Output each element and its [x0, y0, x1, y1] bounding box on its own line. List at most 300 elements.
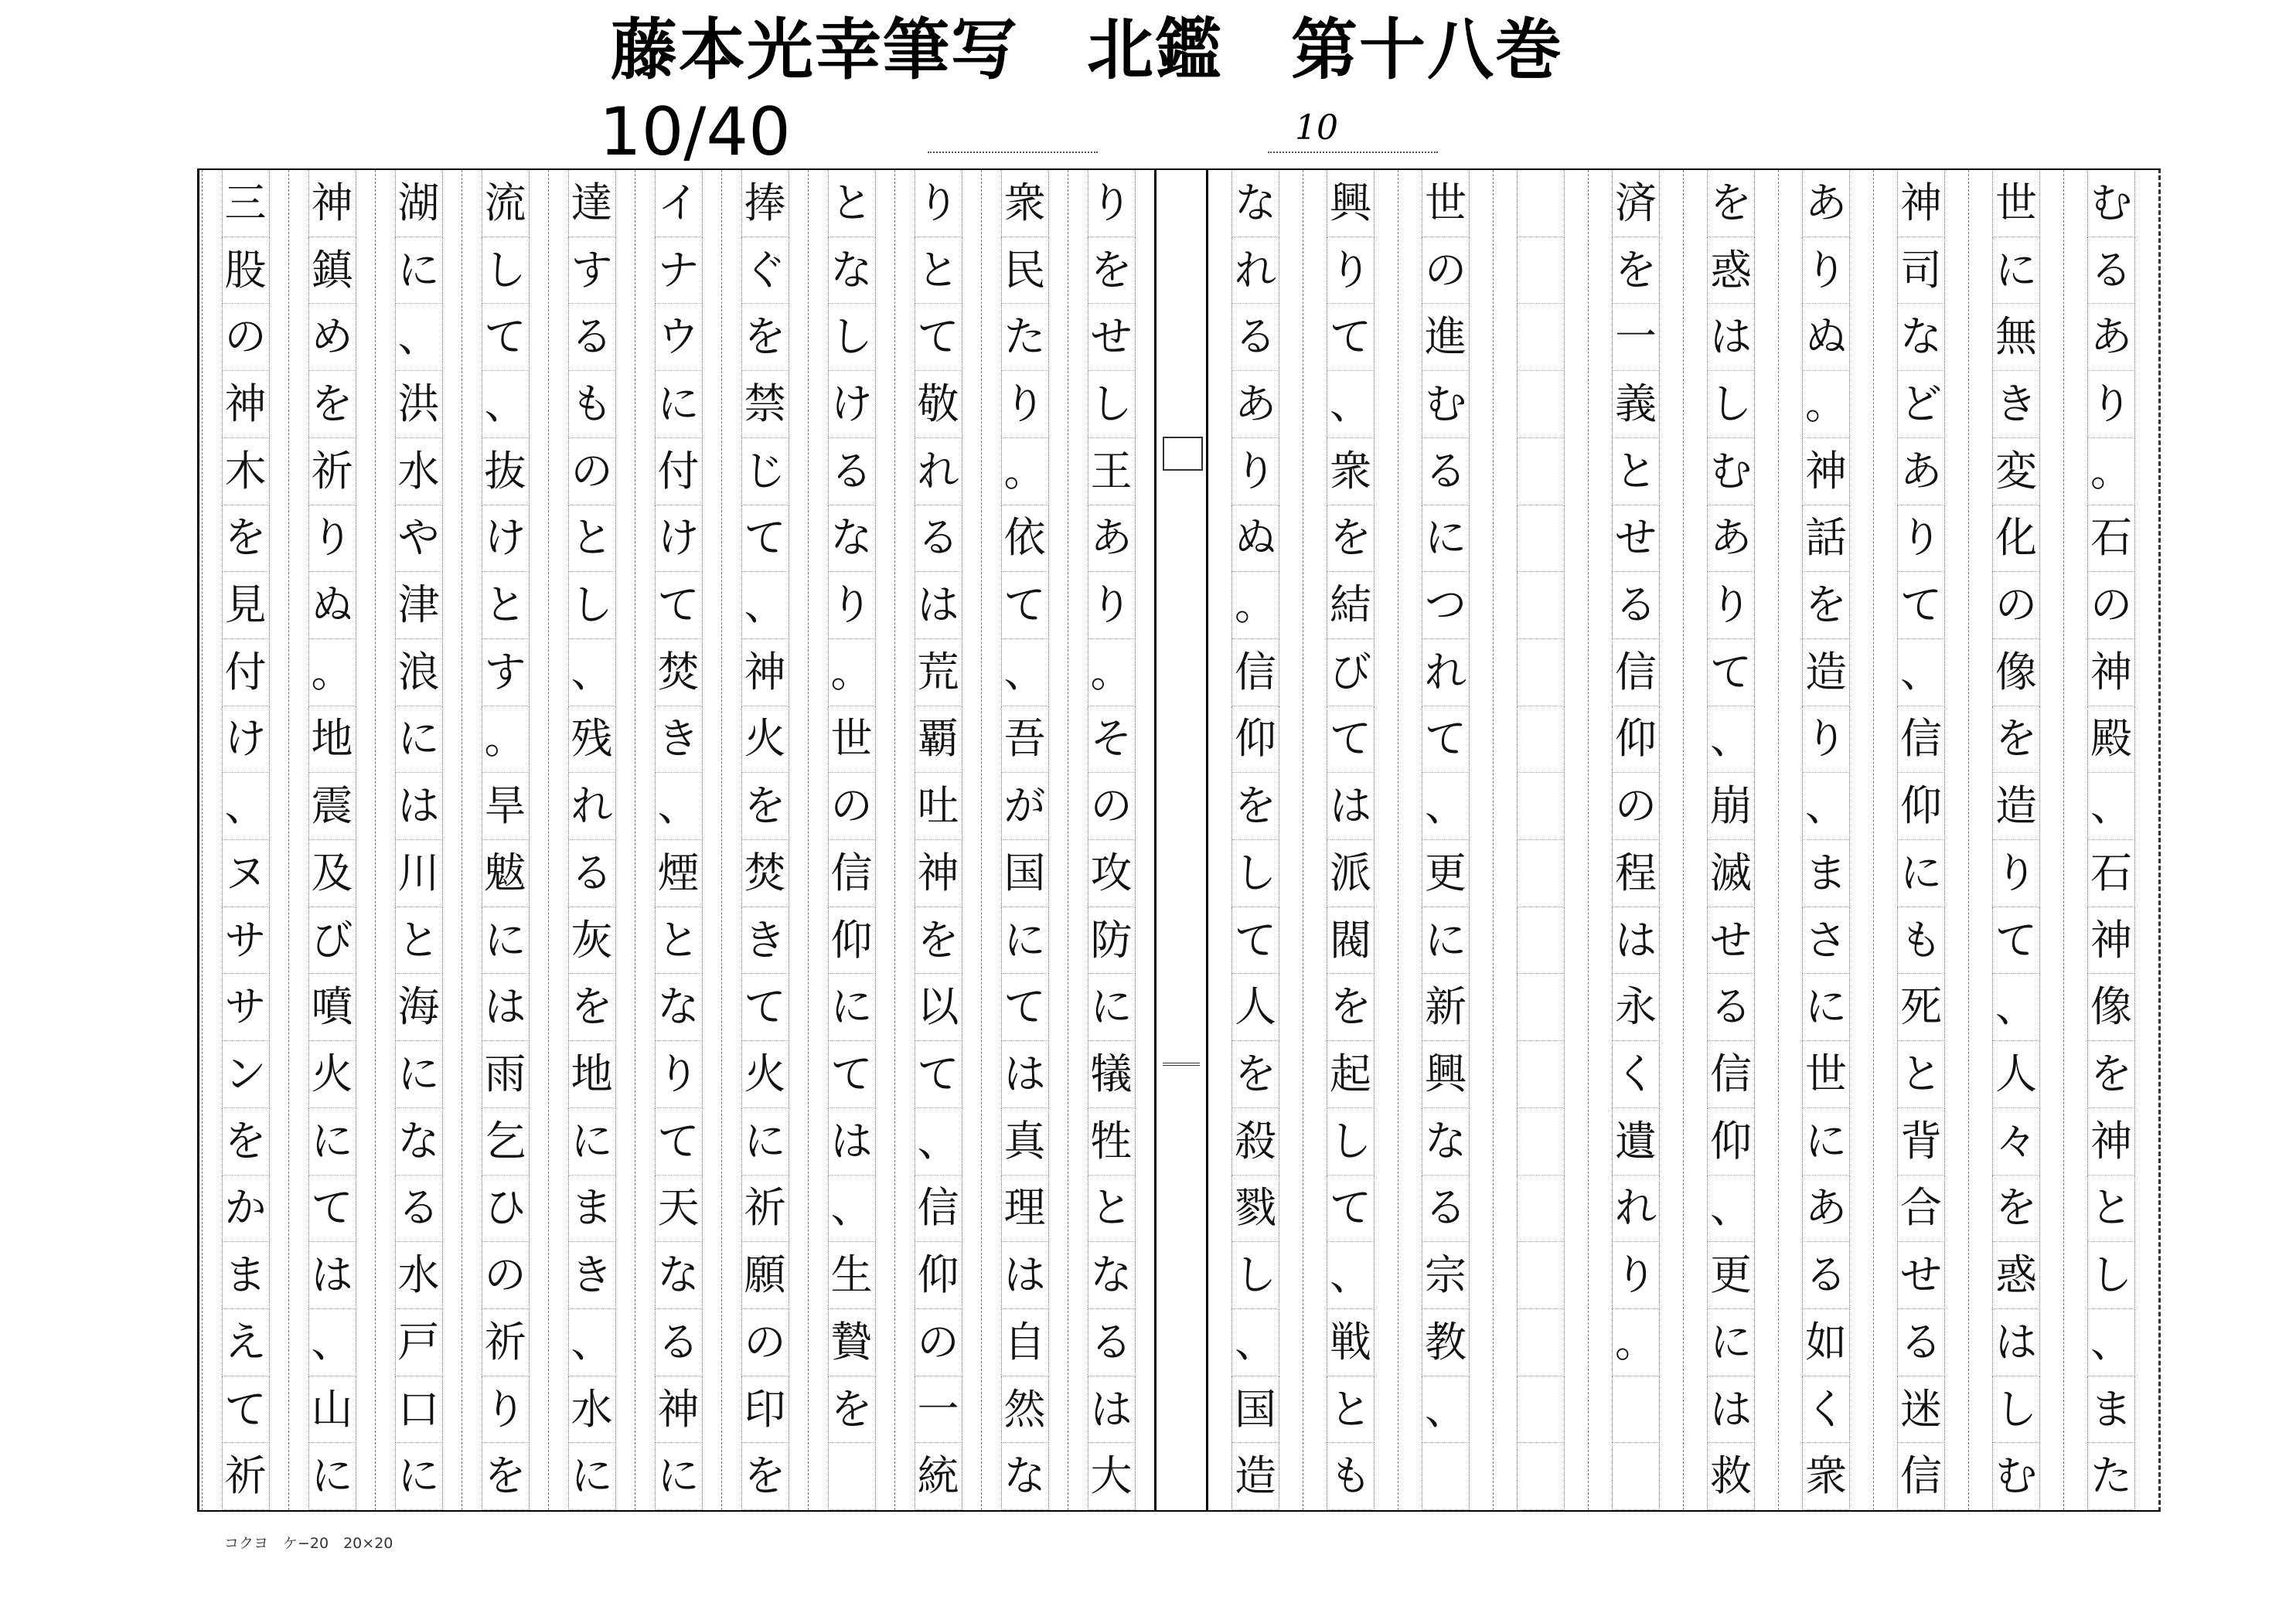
manuscript-cell: ぬ: [308, 572, 356, 639]
center-gutter: [1154, 170, 1208, 1510]
manuscript-cell: [1517, 304, 1565, 371]
manuscript-cell: れ: [1612, 1176, 1660, 1243]
manuscript-column: [1873, 170, 1968, 1510]
manuscript-cell: 済: [1612, 170, 1660, 237]
manuscript-cell: 信: [915, 1176, 962, 1243]
manuscript-cell: あ: [1707, 505, 1755, 573]
document-title: 藤本光幸筆写 北鑑 第十八巻: [611, 12, 1563, 89]
manuscript-cell: り: [2087, 371, 2135, 438]
manuscript-cell: に: [655, 371, 703, 438]
manuscript-cell: 牲: [1088, 1108, 1136, 1176]
manuscript-column: [1068, 170, 1154, 1510]
manuscript-cell: 迷: [1897, 1376, 1945, 1444]
manuscript-cell: 救: [1707, 1443, 1755, 1510]
manuscript-cell: に: [1422, 505, 1470, 573]
manuscript-cell: 神: [2087, 907, 2135, 975]
manuscript-cell: び: [1327, 639, 1375, 706]
manuscript-cell: 地: [568, 1041, 616, 1108]
manuscript-cell: 世: [1802, 1041, 1850, 1108]
manuscript-cell: り: [1802, 237, 1850, 305]
manuscript-cell: 大: [1088, 1443, 1136, 1510]
manuscript-cell: 木: [222, 438, 270, 505]
manuscript-cell: 興: [1327, 170, 1375, 237]
manuscript-cell: 滅: [1707, 840, 1755, 907]
manuscript-cell: か: [222, 1176, 270, 1243]
manuscript-cell: 犠: [1088, 1041, 1136, 1108]
manuscript-cell: び: [308, 907, 356, 975]
manuscript-cell: な: [828, 505, 876, 573]
manuscript-cell: な: [1088, 1242, 1136, 1309]
manuscript-column: [981, 170, 1068, 1510]
manuscript-cell: せ: [1612, 505, 1660, 573]
manuscript-cell: る: [568, 840, 616, 907]
manuscript-cell: も: [568, 371, 616, 438]
manuscript-cell: 宗: [1422, 1242, 1470, 1309]
manuscript-cell: 股: [222, 237, 270, 305]
manuscript-cell: 、: [482, 371, 530, 438]
manuscript-cell: が: [1001, 773, 1049, 840]
manuscript-cell: を: [1231, 1041, 1279, 1108]
manuscript-cell: 震: [308, 773, 356, 840]
manuscript-cell: に: [655, 1443, 703, 1510]
manuscript-cell: に: [1001, 907, 1049, 975]
manuscript-cell: 焚: [741, 840, 789, 907]
manuscript-cell: に: [1992, 237, 2040, 305]
manuscript-cell: 抜: [482, 438, 530, 505]
manuscript-cell: 焚: [655, 639, 703, 706]
manuscript-column: [1493, 170, 1588, 1510]
manuscript-cell: [1517, 1443, 1565, 1510]
manuscript-cell: 、: [828, 1176, 876, 1243]
manuscript-cell: 達: [568, 170, 616, 237]
manuscript-cell: 王: [1088, 438, 1136, 505]
manuscript-cell: し: [1231, 840, 1279, 907]
manuscript-cell: 、: [741, 572, 789, 639]
manuscript-cell: あ: [1897, 438, 1945, 505]
manuscript-cell: に: [1802, 974, 1850, 1041]
manuscript-cell: て: [655, 1108, 703, 1176]
manuscript-cell: を: [2087, 1041, 2135, 1108]
manuscript-cell: に: [395, 706, 443, 774]
sheet-left-half: [199, 170, 1154, 1510]
manuscript-cell: 教: [1422, 1309, 1470, 1376]
manuscript-cell: 世: [1992, 170, 2040, 237]
manuscript-cell: サ: [222, 907, 270, 975]
manuscript-cell: は: [308, 1242, 356, 1309]
manuscript-cell: 火: [741, 1041, 789, 1108]
manuscript-cell: 三: [222, 170, 270, 237]
manuscript-cell: 進: [1422, 304, 1470, 371]
manuscript-cell: を: [1327, 974, 1375, 1041]
manuscript-column: [548, 170, 635, 1510]
manuscript-cell: て: [1327, 1176, 1375, 1243]
manuscript-cell: を: [1707, 170, 1755, 237]
manuscript-cell: ぬ: [1231, 505, 1279, 573]
manuscript-cell: を: [482, 1443, 530, 1510]
manuscript-cell: 、: [1897, 639, 1945, 706]
manuscript-cell: 生: [828, 1242, 876, 1309]
manuscript-cell: あ: [2087, 304, 2135, 371]
manuscript-cell: 神: [222, 371, 270, 438]
manuscript-cell: め: [308, 304, 356, 371]
manuscript-cell: あ: [1802, 170, 1850, 237]
manuscript-cell: し: [828, 304, 876, 371]
manuscript-cell: [1612, 1443, 1660, 1510]
manuscript-cell: 石: [2087, 840, 2135, 907]
manuscript-cell: 捧: [741, 170, 789, 237]
manuscript-cell: [1517, 1041, 1565, 1108]
manuscript-cell: て: [308, 1176, 356, 1243]
manuscript-column: [894, 170, 981, 1510]
manuscript-cell: 造: [1992, 773, 2040, 840]
manuscript-column: [1398, 170, 1493, 1510]
manuscript-cell: を: [222, 1108, 270, 1176]
manuscript-cell: て: [828, 1041, 876, 1108]
manuscript-column: [808, 170, 894, 1510]
manuscript-cell: 火: [741, 706, 789, 774]
manuscript-cell: 火: [308, 1041, 356, 1108]
manuscript-cell: と: [568, 505, 616, 573]
manuscript-cell: 一: [915, 1376, 962, 1444]
manuscript-cell: 、: [568, 639, 616, 706]
manuscript-cell: ヌ: [222, 840, 270, 907]
manuscript-cell: 統: [915, 1443, 962, 1510]
manuscript-cell: 永: [1612, 974, 1660, 1041]
manuscript-cell: 神: [655, 1376, 703, 1444]
manuscript-cell: 。: [1612, 1309, 1660, 1376]
manuscript-cell: 付: [222, 639, 270, 706]
manuscript-cell: 司: [1897, 237, 1945, 305]
manuscript-column: [462, 170, 548, 1510]
manuscript-cell: て: [741, 505, 789, 573]
manuscript-cell: き: [655, 706, 703, 774]
manuscript-cell: 閥: [1327, 907, 1375, 975]
manuscript-cell: に: [1802, 1108, 1850, 1176]
manuscript-cell: て: [1001, 974, 1049, 1041]
manuscript-cell: ン: [222, 1041, 270, 1108]
manuscript-cell: む: [1422, 371, 1470, 438]
manuscript-cell: や: [395, 505, 443, 573]
handwritten-page-mark: 10: [1295, 108, 1338, 148]
manuscript-cell: [1517, 170, 1565, 237]
manuscript-cell: ま: [222, 1242, 270, 1309]
manuscript-cell: の: [828, 773, 876, 840]
manuscript-cell: 。: [1001, 438, 1049, 505]
manuscript-cell: 遺: [1612, 1108, 1660, 1176]
manuscript-cell: 印: [741, 1376, 789, 1444]
manuscript-cell: 国: [1001, 840, 1049, 907]
manuscript-cell: も: [1327, 1443, 1375, 1510]
manuscript-cell: た: [2087, 1443, 2135, 1510]
manuscript-cell: て: [915, 304, 962, 371]
manuscript-cell: て: [1707, 639, 1755, 706]
manuscript-cell: 々: [1992, 1108, 2040, 1176]
manuscript-cell: な: [655, 974, 703, 1041]
paper-label: コクヨ ケ−20 20×20: [224, 1535, 393, 1552]
manuscript-cell: 噴: [308, 974, 356, 1041]
manuscript-cell: す: [568, 237, 616, 305]
manuscript-cell: [1517, 840, 1565, 907]
manuscript-column: [721, 170, 808, 1510]
manuscript-cell: に: [308, 1443, 356, 1510]
manuscript-cell: [828, 1443, 876, 1510]
manuscript-cell: 、: [395, 304, 443, 371]
manuscript-cell: 世: [828, 706, 876, 774]
manuscript-cell: あ: [1231, 371, 1279, 438]
manuscript-cell: は: [828, 1108, 876, 1176]
manuscript-cell: 残: [568, 706, 616, 774]
manuscript-cell: ど: [1897, 371, 1945, 438]
manuscript-cell: れ: [1231, 237, 1279, 305]
manuscript-cell: 変: [1992, 438, 2040, 505]
manuscript-cell: 信: [1231, 639, 1279, 706]
manuscript-cell: せ: [1897, 1242, 1945, 1309]
manuscript-cell: は: [482, 974, 530, 1041]
manuscript-cell: 新: [1422, 974, 1470, 1041]
manuscript-cell: と: [1327, 1376, 1375, 1444]
manuscript-cell: 祈: [741, 1176, 789, 1243]
manuscript-cell: 水: [395, 1242, 443, 1309]
manuscript-cell: 。: [2087, 438, 2135, 505]
manuscript-cell: け: [655, 505, 703, 573]
manuscript-cell: り: [1897, 505, 1945, 573]
manuscript-sheet: [197, 168, 2161, 1512]
manuscript-cell: 然: [1001, 1376, 1049, 1444]
manuscript-cell: も: [1897, 907, 1945, 975]
manuscript-cell: あ: [1088, 505, 1136, 573]
manuscript-cell: る: [1612, 572, 1660, 639]
manuscript-cell: の: [1612, 773, 1660, 840]
manuscript-cell: 湖: [395, 170, 443, 237]
gutter-mark: [1163, 437, 1203, 471]
manuscript-cell: 川: [395, 840, 443, 907]
manuscript-cell: 乞: [482, 1108, 530, 1176]
manuscript-cell: [1517, 706, 1565, 774]
manuscript-cell: と: [915, 237, 962, 305]
manuscript-cell: て: [915, 1041, 962, 1108]
manuscript-column: [202, 170, 288, 1510]
manuscript-cell: 化: [1992, 505, 2040, 573]
manuscript-cell: せ: [1088, 304, 1136, 371]
manuscript-cell: 話: [1802, 505, 1850, 573]
manuscript-cell: 仰: [828, 907, 876, 975]
manuscript-cell: な: [395, 1108, 443, 1176]
manuscript-cell: サ: [222, 974, 270, 1041]
manuscript-cell: 自: [1001, 1309, 1049, 1376]
manuscript-cell: し: [1992, 1376, 2040, 1444]
manuscript-cell: 荒: [915, 639, 962, 706]
manuscript-cell: た: [1001, 304, 1049, 371]
manuscript-cell: け: [828, 371, 876, 438]
manuscript-cell: な: [1422, 1108, 1470, 1176]
manuscript-cell: 、: [1001, 639, 1049, 706]
manuscript-cell: と: [1088, 1176, 1136, 1243]
manuscript-cell: [1517, 572, 1565, 639]
manuscript-cell: て: [741, 974, 789, 1041]
manuscript-cell: に: [395, 1443, 443, 1510]
manuscript-cell: に: [1088, 974, 1136, 1041]
manuscript-cell: に: [1707, 1309, 1755, 1376]
manuscript-cell: 義: [1612, 371, 1660, 438]
manuscript-cell: 造: [1231, 1443, 1279, 1510]
manuscript-cell: に: [741, 1108, 789, 1176]
manuscript-cell: て: [482, 304, 530, 371]
header-rule-left: [928, 151, 1098, 153]
manuscript-cell: [1517, 1376, 1565, 1444]
manuscript-cell: 旱: [482, 773, 530, 840]
manuscript-cell: イ: [655, 170, 703, 237]
manuscript-cell: 水: [568, 1376, 616, 1444]
manuscript-cell: て: [655, 572, 703, 639]
manuscript-cell: を: [1992, 1176, 2040, 1243]
manuscript-cell: を: [741, 773, 789, 840]
manuscript-cell: 津: [395, 572, 443, 639]
manuscript-cell: 、: [1327, 371, 1375, 438]
manuscript-cell: む: [1992, 1443, 2040, 1510]
manuscript-cell: 仰: [1897, 773, 1945, 840]
manuscript-cell: り: [1327, 237, 1375, 305]
manuscript-cell: は: [1327, 773, 1375, 840]
manuscript-cell: 。: [482, 706, 530, 774]
manuscript-cell: 、: [1231, 1309, 1279, 1376]
manuscript-cell: の: [1088, 773, 1136, 840]
manuscript-cell: は: [1612, 907, 1660, 975]
manuscript-cell: 殿: [2087, 706, 2135, 774]
manuscript-cell: て: [1001, 572, 1049, 639]
manuscript-cell: り: [1707, 572, 1755, 639]
manuscript-cell: さ: [1802, 907, 1850, 975]
manuscript-cell: て: [1422, 706, 1470, 774]
manuscript-cell: る: [2087, 237, 2135, 305]
manuscript-cell: 神: [2087, 639, 2135, 706]
manuscript-cell: [1517, 1309, 1565, 1376]
manuscript-column: [1778, 170, 1873, 1510]
manuscript-cell: 戮: [1231, 1176, 1279, 1243]
manuscript-cell: む: [1707, 438, 1755, 505]
manuscript-cell: の: [568, 438, 616, 505]
manuscript-cell: [1612, 1376, 1660, 1444]
manuscript-cell: 殺: [1231, 1108, 1279, 1176]
manuscript-cell: る: [655, 1309, 703, 1376]
manuscript-cell: ひ: [482, 1176, 530, 1243]
manuscript-cell: に: [1897, 840, 1945, 907]
manuscript-cell: 神: [308, 170, 356, 237]
manuscript-cell: 覇: [915, 706, 962, 774]
manuscript-cell: 神: [741, 639, 789, 706]
manuscript-cell: は: [1707, 1376, 1755, 1444]
manuscript-cell: け: [222, 706, 270, 774]
manuscript-cell: 。: [828, 639, 876, 706]
manuscript-cell: り: [1001, 371, 1049, 438]
header-rule-right: [1268, 151, 1438, 153]
manuscript-cell: き: [568, 1242, 616, 1309]
manuscript-cell: 、: [1707, 706, 1755, 774]
manuscript-cell: を: [741, 304, 789, 371]
manuscript-cell: て: [1327, 706, 1375, 774]
manuscript-cell: に: [568, 1108, 616, 1176]
manuscript-cell: 国: [1231, 1376, 1279, 1444]
manuscript-cell: 像: [1992, 639, 2040, 706]
manuscript-cell: 、: [2087, 773, 2135, 840]
manuscript-cell: 、: [308, 1309, 356, 1376]
manuscript-column: [1968, 170, 2063, 1510]
manuscript-cell: [1517, 1176, 1565, 1243]
manuscript-cell: に: [395, 237, 443, 305]
manuscript-cell: 更: [1707, 1242, 1755, 1309]
manuscript-cell: 鎮: [308, 237, 356, 305]
manuscript-cell: な: [1897, 304, 1945, 371]
manuscript-cell: 。: [1088, 639, 1136, 706]
manuscript-cell: [1517, 1242, 1565, 1309]
manuscript-cell: る: [828, 438, 876, 505]
manuscript-cell: り: [1802, 706, 1850, 774]
manuscript-cell: 無: [1992, 304, 2040, 371]
manuscript-cell: は: [1088, 1376, 1136, 1444]
manuscript-cell: 浪: [395, 639, 443, 706]
manuscript-cell: に: [1422, 907, 1470, 975]
manuscript-cell: る: [1422, 1176, 1470, 1243]
manuscript-cell: て: [1327, 304, 1375, 371]
manuscript-cell: 祈: [482, 1309, 530, 1376]
manuscript-cell: 以: [915, 974, 962, 1041]
manuscript-column: [1683, 170, 1778, 1510]
manuscript-cell: 程: [1612, 840, 1660, 907]
manuscript-cell: ウ: [655, 304, 703, 371]
manuscript-cell: り: [482, 1376, 530, 1444]
manuscript-cell: 仰: [1707, 1108, 1755, 1176]
manuscript-cell: り: [828, 572, 876, 639]
manuscript-cell: は: [915, 572, 962, 639]
manuscript-cell: 、: [568, 1309, 616, 1376]
manuscript-cell: 神: [915, 840, 962, 907]
manuscript-cell: る: [1088, 1309, 1136, 1376]
manuscript-cell: を: [1992, 706, 2040, 774]
manuscript-cell: し: [568, 572, 616, 639]
manuscript-cell: 防: [1088, 907, 1136, 975]
manuscript-cell: る: [1231, 304, 1279, 371]
manuscript-cell: 仰: [915, 1242, 962, 1309]
manuscript-cell: な: [828, 237, 876, 305]
sheet-right-half: [1204, 170, 2158, 1510]
manuscript-cell: 雨: [482, 1041, 530, 1108]
manuscript-cell: る: [915, 505, 962, 573]
manuscript-cell: り: [308, 505, 356, 573]
manuscript-cell: 海: [395, 974, 443, 1041]
manuscript-column: [2063, 170, 2158, 1510]
manuscript-cell: き: [741, 907, 789, 975]
manuscript-cell: 山: [308, 1376, 356, 1444]
manuscript-cell: て: [222, 1376, 270, 1444]
manuscript-cell: 。: [308, 639, 356, 706]
manuscript-cell: そ: [1088, 706, 1136, 774]
manuscript-cell: 死: [1897, 974, 1945, 1041]
manuscript-cell: 煙: [655, 840, 703, 907]
manuscript-cell: て: [1992, 907, 2040, 975]
manuscript-cell: と: [395, 907, 443, 975]
manuscript-cell: 像: [2087, 974, 2135, 1041]
manuscript-cell: り: [1992, 840, 2040, 907]
manuscript-cell: れ: [568, 773, 616, 840]
manuscript-cell: て: [1231, 907, 1279, 975]
manuscript-cell: 禁: [741, 371, 789, 438]
manuscript-cell: 結: [1327, 572, 1375, 639]
manuscript-cell: 贄: [828, 1309, 876, 1376]
manuscript-cell: 人: [1992, 1041, 2040, 1108]
manuscript-cell: て: [1897, 572, 1945, 639]
manuscript-cell: [1517, 1108, 1565, 1176]
manuscript-cell: れ: [1422, 639, 1470, 706]
manuscript-cell: 惑: [1992, 1242, 2040, 1309]
